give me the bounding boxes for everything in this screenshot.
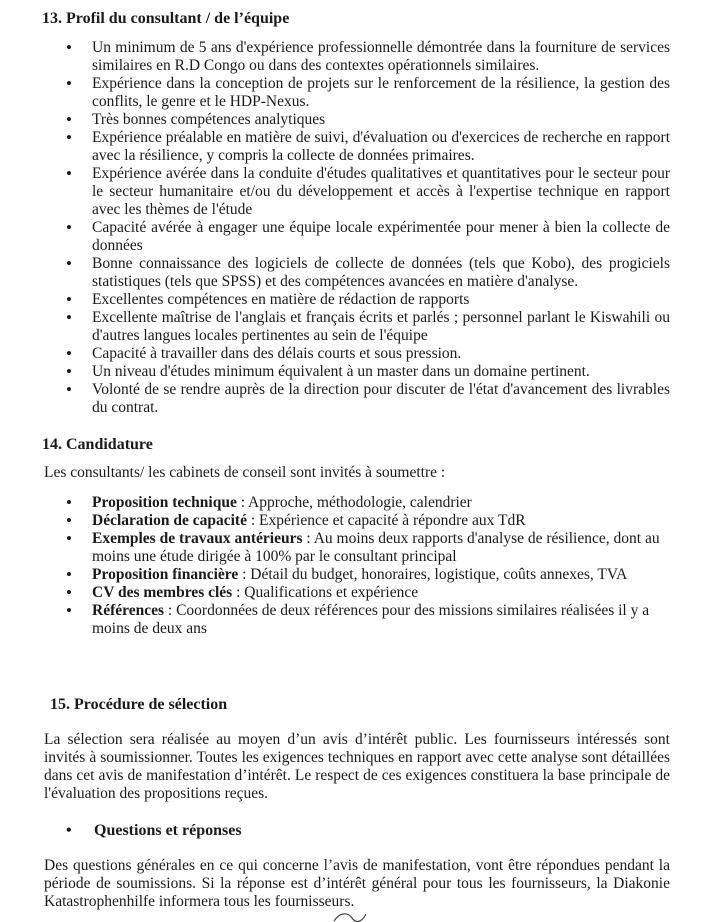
bullet-icon: • — [66, 822, 72, 839]
submission-item — [42, 530, 670, 566]
submission-item — [42, 602, 670, 638]
submission-item — [42, 566, 670, 584]
submission-item-label: Exemples de travaux antérieurs — [92, 530, 303, 547]
submission-item-label: Références — [92, 602, 165, 619]
profile-requirement-item: • Volonté de se rendre auprès de la direction pour discuter de l'état d'avancement des livrables du contrat. — [42, 381, 670, 417]
section-13-heading: 13. Profil du consultant / de l’équipe — [42, 10, 290, 27]
profile-requirement-item: • Un niveau d'études minimum équivalent à un master dans un domaine pertinent. — [42, 363, 670, 381]
profile-requirement-item: • Expérience avérée dans la conduite d'études qualitatives et quantitatives pour le secteur pour le secteur humanitaire et/ou du développement et accès à l'expertise technique en rapport avec les thèmes de l'étude — [42, 165, 670, 219]
submission-item-text: : Expérience et capacité à répondre aux TdR — [246, 512, 526, 529]
section-13-list-wrap — [42, 39, 670, 417]
submission-item-text: : Détail du budget, honoraires, logistique, coûts annexes, TVA — [238, 566, 628, 583]
profile-requirement-item: • Excellentes compétences en matière de rédaction de rapports — [42, 291, 670, 309]
profile-requirement-item: • Expérience dans la conception de projets sur le renforcement de la résilience, la gestion des conflits, le genre et le HDP-Nexus. — [42, 75, 670, 111]
profile-requirement-item: • Très bonnes compétences analytiques — [42, 111, 670, 129]
section-15-heading: 15. Procédure de sélection — [50, 696, 228, 713]
submission-item — [42, 512, 670, 530]
signature-mark-icon — [330, 910, 370, 922]
submission-item-text: : Au moins deux rapports d'analyse de résilience, dont au moins une étude dirigée à 100% par le consultant principal — [92, 530, 660, 565]
submission-item-text: : Qualifications et expérience — [232, 584, 419, 601]
submission-item-text: : Approche, méthodologie, calendrier — [236, 494, 472, 511]
profile-requirement-item: • Bonne connaissance des logiciels de collecte de données (tels que Kobo), des progiciels statistiques (tels que SPSS) et des compétences avancées en matière d'analyse. — [42, 255, 670, 291]
profile-requirement-item: • Un minimum de 5 ans d'expérience professionnelle démontrée dans la fourniture de services similaires en R.D Congo ou dans des contextes opérationnels similaires. — [42, 39, 670, 75]
section-14-list — [42, 494, 670, 638]
profile-requirement-item: • Expérience préalable en matière de suivi, d'évaluation ou d'exercices de recherche en rapport avec la résilience, y compris la collecte de données primaires. — [42, 129, 670, 165]
section-14-heading: 14. Candidature — [42, 436, 153, 453]
section-14-intro: Les consultants/ les cabinets de conseil sont invités à soumettre : — [44, 464, 446, 481]
questions-paragraph: Des questions générales en ce qui concerne l’avis de manifestation, vont être répondues pendant la période de soumissions. Si la réponse est d’intérêt général pour tous les fournisseurs, la Diakonie Katastrophenhilfe informera tous les fournisseurs. — [44, 857, 670, 910]
submission-item — [42, 494, 670, 512]
questions-subheading-text: Questions et réponses — [94, 822, 242, 839]
section-15-paragraph: La sélection sera réalisée au moyen d’un avis d’intérêt public. Les fournisseurs intéressés sont invités à soumissionner. Toutes les exigences techniques en rapport avec cette analyse sont détaillées dans cet avis de manifestation d’intérêt. Le respect de ces exigences constituera la base principale de l'évaluation des propositions reçues. — [44, 731, 670, 802]
section-14-list-wrap — [42, 494, 670, 638]
submission-item — [42, 584, 670, 602]
submission-item-text: : Coordonnées de deux références pour des missions similaires réalisées il y a moins de deux ans — [92, 602, 650, 637]
submission-item-label: Proposition financière — [92, 566, 239, 583]
profile-requirement-item: • Capacité à travailler dans des délais courts et sous pression. — [42, 345, 670, 363]
section-13-list — [42, 39, 670, 417]
submission-item-label: Déclaration de capacité — [92, 512, 247, 529]
submission-item-label: CV des membres clés — [92, 584, 233, 601]
profile-requirement-item: • Capacité avérée à engager une équipe locale expérimentée pour mener à bien la collecte de données — [42, 219, 670, 255]
profile-requirement-item: • Excellente maîtrise de l'anglais et français écrits et parlés ; personnel parlant le Kiswahili ou d'autres langues locales pertinentes au sein de l'équipe — [42, 309, 670, 345]
submission-item-label: Proposition technique — [92, 494, 237, 511]
questions-subheading — [66, 822, 242, 840]
